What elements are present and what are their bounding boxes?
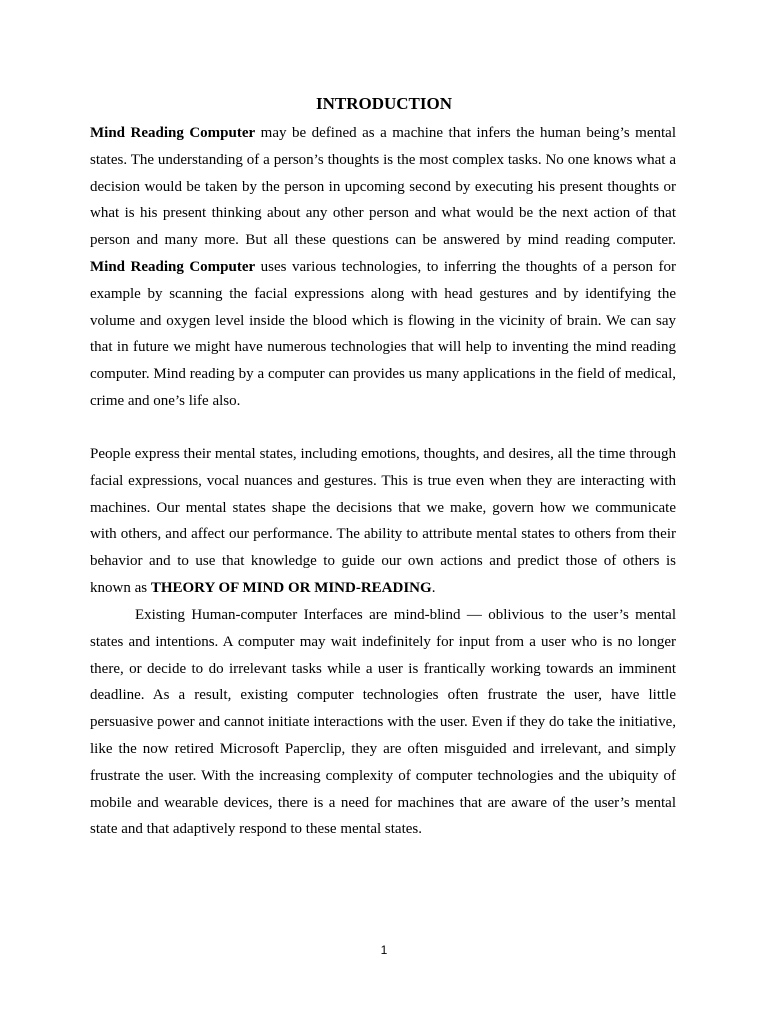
paragraph-text: uses various technologies, to inferring the thoughts of a person for example by scanning the facial expressions along with head gestures and by identifying the volume and oxygen level inside the blood which is flowing in the vicinity of brain. We can say that in future we might have numerous technologies that will help to inventing the mind reading computer. Mind reading by a computer can provides us many applications in the field of medical, crime and one’s life also. [90, 258, 676, 409]
paragraph-text: . [431, 579, 436, 596]
bold-term: Mind Reading Computer [90, 125, 256, 141]
paragraph-text: may be defined as a machine that infers the human being’s mental states. The understanding of a person’s thoughts is the most complex tasks. No one knows what a decision would be taken by the person in upcoming second by executing his present thoughts or what is his present thinking about any other person and what would be the next action of that person and many more. But all these questions can be answered by mind reading computer. [90, 125, 676, 249]
paragraph-text: People express their mental states, including emotions, thoughts, and desires, all the time through facial expressions, vocal nuances and gestures. This is true even when they are interacting with machines. Our mental states shape the decisions that we make, govern how we communicate with others, and affect our performance. The ability to attribute mental states to others from their behavior and to use that knowledge to guide our own actions and predict those of others is known as [90, 446, 676, 596]
page-title: INTRODUCTION [315, 94, 453, 113]
paragraph-text: Existing Human-computer Interfaces are mind-blind — oblivious to the user’s mental states and intentions. A computer may wait indefinitely for input from a user who is no longer there, or decide to do irrelevant tasks while a user is frantically working towards an imminent deadline. As a result, existing computer technologies often frustrate the user, have little persuasive power and cannot initiate interactions with the user. Even if they do take the initiative, like the now retired Microsoft Paperclip, they are often misguided and irrelevant, and simply frustrate the user. With the increasing complexity of computer technologies and the ubiquity of mobile and wearable devices, there is a need for machines that are aware of the user’s mental state and that adaptively respond to these mental states. [90, 607, 676, 838]
bold-term: THEORY OF MIND OR MIND-READING [150, 579, 432, 596]
body-paragraph-3 [90, 602, 676, 843]
body-paragraph-2 [90, 441, 676, 602]
body-paragraph-1 [90, 120, 676, 415]
bold-term: Mind Reading Computer [90, 258, 256, 275]
page-number: 1 [380, 943, 388, 957]
